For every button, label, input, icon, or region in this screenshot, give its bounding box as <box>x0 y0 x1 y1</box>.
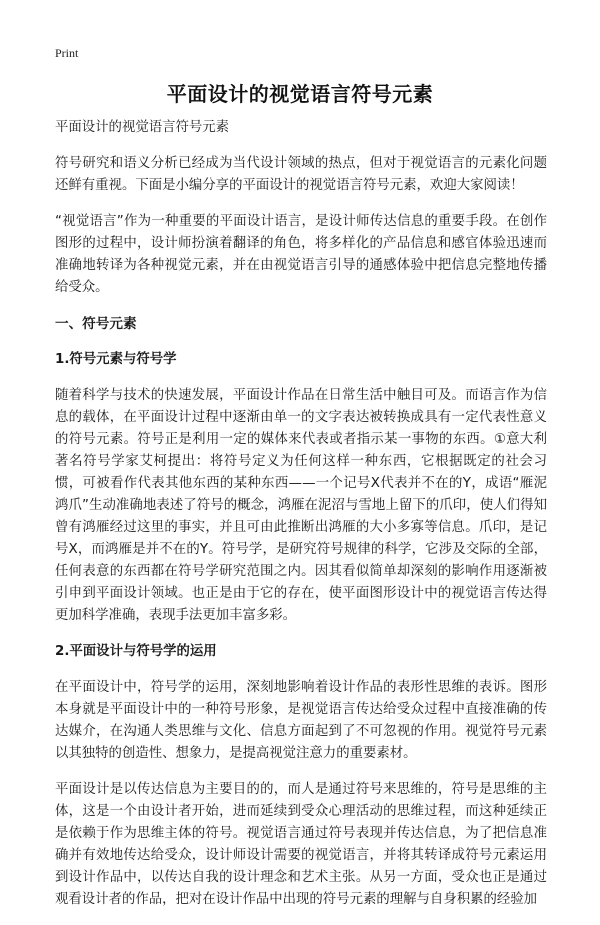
intro-paragraph-2: “视觉语言”作为一种重要的平面设计语言，是设计师传达信息的重要手段。在创作图形的过程中，设计师扮演着翻译的角色，将多样化的产品信息和感官体验迅速而准确地转译为各种视觉元素，并在由视觉语言引导的通感体验中把信息完整地传播给受众。 <box>55 214 547 295</box>
paragraph-design-application-1: 在平面设计中，符号学的运用，深刻地影响着设计作品的表形性思维的表诉。图形本身就是平面设计中的一种符号形象，是视觉语言传达给受众过程中直接准确的传达媒介，在沟通人类思维与文化、信息方面起到了不可忽视的作用。视觉符号元素以其独特的创造性、想象力，是提高视觉注意力的重要素材。 <box>55 680 547 761</box>
paragraph-design-application-2: 平面设计是以传达信息为主要目的的，而人是通过符号来思维的，符号是思维的主体，这是一个由设计者开始，进而延续到受众心理活动的思维过程，而这种延续正是依赖于作为思维主体的符号。视觉语言通过符号表现并传达信息，为了把信息准确并有效地传达给受众，设计师设计需要的视觉语言，并将其转译成符号元素运用到设计作品中，以传达自我的设计理念和艺术主张。从另一方面，受众也正是通过观看设计者的作品，把对在设计作品中出现的符号元素的理解与自身积累的经验加 <box>55 782 547 907</box>
article-subtitle: 平面设计的视觉语言符号元素 <box>55 120 230 135</box>
subsection-heading-semiotics: 1.符号元素与符号学 <box>55 352 177 367</box>
print-link[interactable]: Print <box>55 46 79 60</box>
paragraph-semiotics: 随着科学与技术的快速发展，平面设计作品在日常生活中触目可及。而语言作为信息的载体，在平面设计过程中逐渐由单一的文字表达被转换成具有一定代表性意义的符号元素。符号正是利用一定的媒体来代表或者指示某一事物的东西。①意大利著名符号学家艾柯提出：将符号定义为任何这样一种东西，它根据既定的社会习惯，可被看作代表其他东西的某种东西——一个记号X代表并不在的Y，成语“雁泥鸿爪”生动准确地表述了符号的概念，鸿雁在泥沼与雪地上留下的爪印，使人们得知曾有鸿雁经过这里的事实，并且可由此推断出鸿雁的大小多寡等信息。爪印，是记号X，而鸿雁是并不在的Y。符号学，是研究符号规律的科学，它涉及交际的全部，任何表意的东西都在符号学研究范围之内。因其看似简单却深刻的影响作用逐渐被引申到平面设计领域。也正是由于它的存在，使平面图形设计中的视觉语言传达得更加科学准确，表现手法更加丰富多彩。 <box>55 388 547 623</box>
subsection-heading-design-application: 2.平面设计与符号学的运用 <box>55 644 217 659</box>
section-heading-symbol-elements: 一、符号元素 <box>55 316 137 332</box>
intro-paragraph-1: 符号研究和语义分析已经成为当代设计领域的热点，但对于视觉语言的元素化问题还鲜有重视。下面是小编分享的平面设计的视觉语言符号元素，欢迎大家阅读！ <box>55 156 547 193</box>
page-title: 平面设计的视觉语言符号元素 <box>166 82 434 106</box>
article-body <box>55 117 547 925</box>
